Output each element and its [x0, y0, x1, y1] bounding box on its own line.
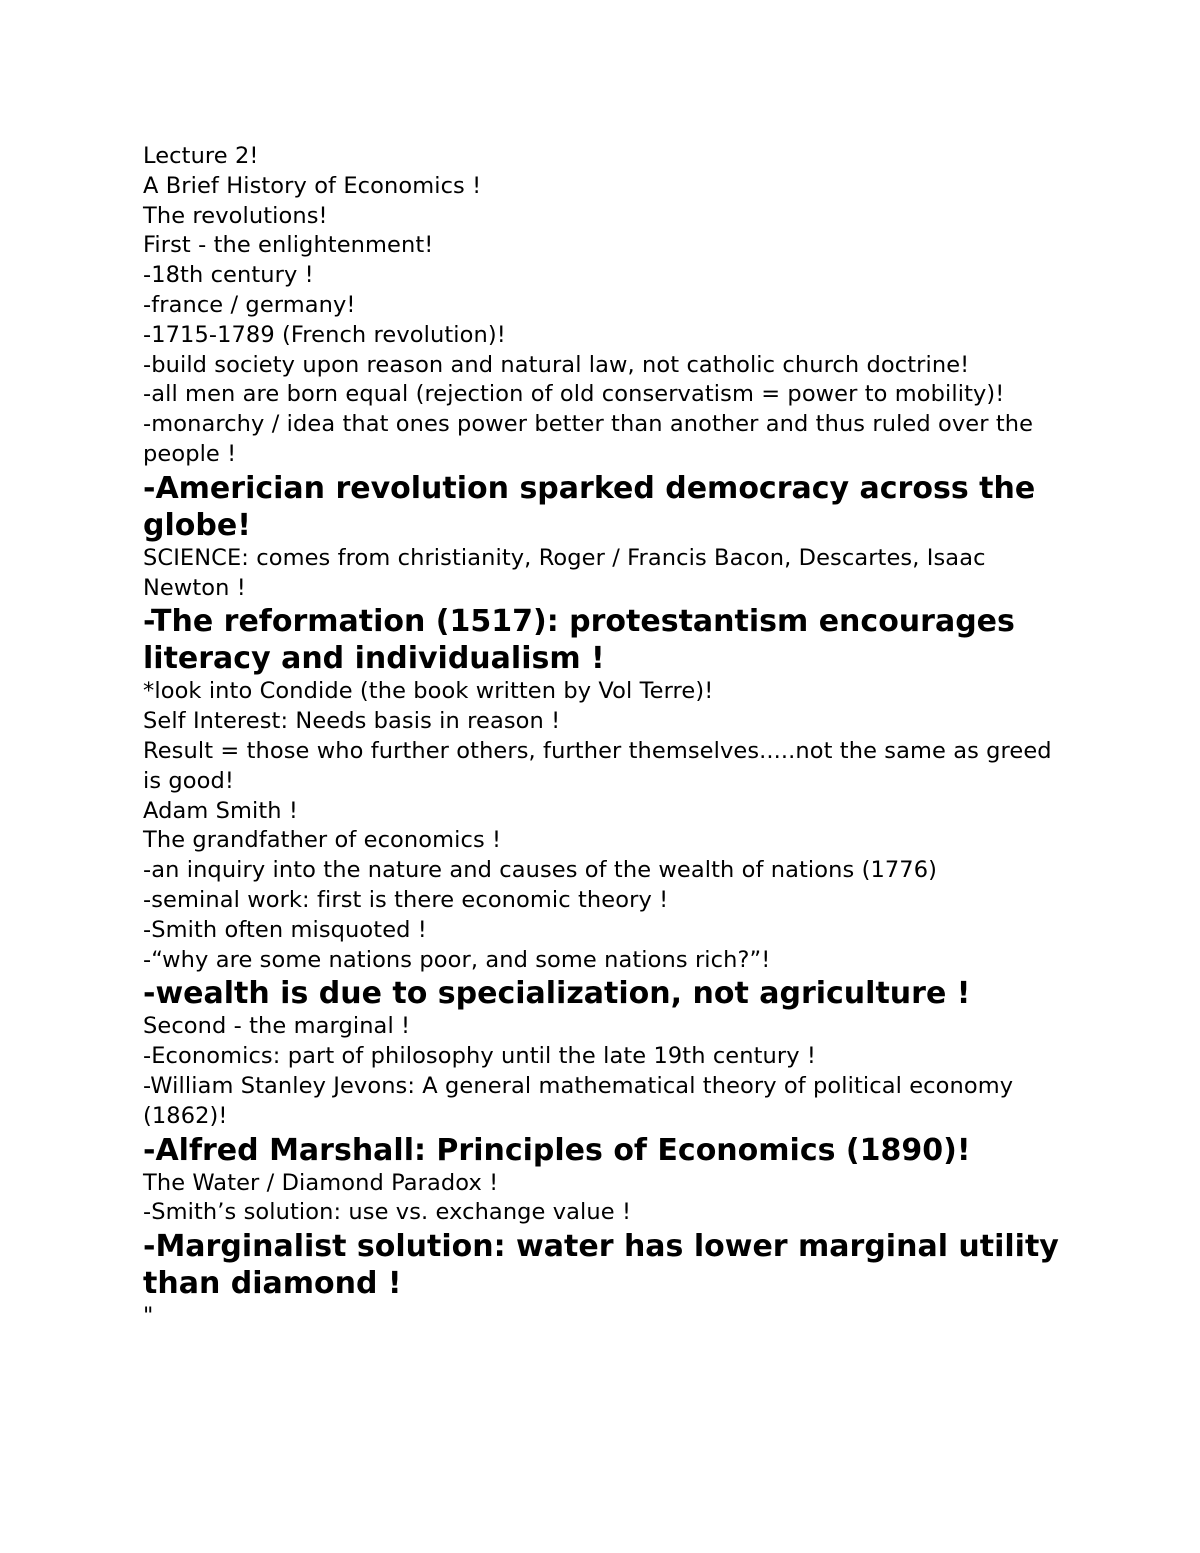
lecture-number: Lecture 2!	[143, 143, 259, 169]
note-line: -“why are some nations poor, and some nations rich?”!	[143, 946, 771, 973]
emphasis-reformation: -The reformation (1517): protestantism encourages literacy and individualism !	[143, 604, 1015, 677]
subheading-adam-smith: Adam Smith !	[143, 797, 299, 824]
note-line: *look into Condide (the book written by Vol Terre)!	[143, 678, 714, 705]
lecture-notes	[143, 142, 1068, 1332]
note-line: -Economics: part of philosophy until the late 19th century !	[143, 1043, 817, 1070]
note-line: -1715-1789 (French revolution)!	[143, 321, 506, 348]
note-line-science: SCIENCE: comes from christianity, Roger / Francis Bacon, Descartes, Isaac Newton !	[143, 544, 986, 601]
trailing-mark: "	[143, 1303, 154, 1330]
emphasis-marginalist-solution: -Marginalist solution: water has lower marginal utility than diamond !	[143, 1229, 1059, 1302]
section-heading-revolutions: The revolutions!	[143, 202, 328, 229]
note-line: -seminal work: first is there economic theory !	[143, 886, 669, 913]
note-line: Result = those who further others, further themselves.....not the same as greed is good!	[143, 737, 1052, 794]
note-line: -monarchy / idea that ones power better than another and thus ruled over the people !	[143, 411, 1034, 467]
note-line: -Smith often misquoted !	[143, 916, 427, 943]
note-line: -Smith’s solution: use vs. exchange value !	[143, 1199, 632, 1226]
subheading-water-diamond-paradox: The Water / Diamond Paradox !	[143, 1169, 499, 1196]
note-line: -all men are born equal (rejection of old conservatism = power to mobility)!	[143, 381, 1005, 408]
emphasis-wealth-specialization: -wealth is due to specialization, not agriculture !	[143, 976, 971, 1012]
note-line: -an inquiry into the nature and causes of the wealth of nations (1776)	[143, 857, 938, 884]
emphasis-alfred-marshall: -Alfred Marshall: Principles of Economics (1890)!	[143, 1132, 971, 1168]
note-line: -build society upon reason and natural law, not catholic church doctrine!	[143, 351, 970, 378]
note-line: Self Interest: Needs basis in reason !	[143, 708, 561, 735]
lecture-title: A Brief History of Economics !	[143, 172, 482, 199]
note-line: -William Stanley Jevons: A general mathematical theory of political economy (1862)!	[143, 1072, 1014, 1129]
subheading-marginal: Second - the marginal !	[143, 1013, 411, 1040]
subheading-enlightenment: First - the enlightenment!	[143, 232, 434, 259]
note-line: -france / germany!	[143, 291, 356, 318]
note-line: -18th century !	[143, 262, 314, 289]
note-line: The grandfather of economics !	[143, 827, 502, 854]
emphasis-american-revolution: -Americian revolution sparked democracy across the globe!	[143, 470, 1036, 543]
